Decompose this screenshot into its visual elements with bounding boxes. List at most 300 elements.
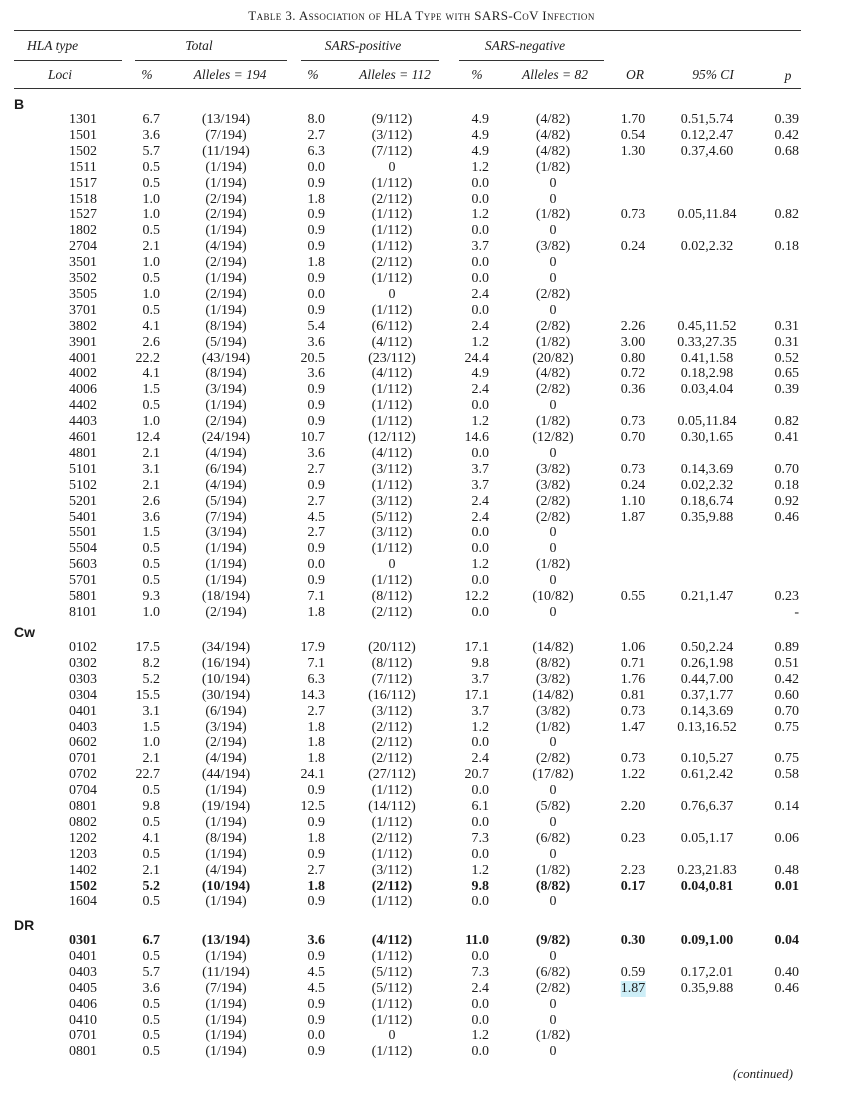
cell-n-neg: (1/82)	[535, 719, 571, 735]
cell-n-neg: (14/82)	[532, 687, 574, 703]
table-row	[0, 176, 843, 192]
table-row	[0, 933, 843, 949]
cell-n-total: (1/194)	[205, 557, 247, 573]
cell-pct-neg: 24.4	[464, 350, 489, 366]
cell-pct-neg: 4.9	[471, 112, 489, 127]
header-alleles-total: Alleles = 194	[193, 67, 267, 82]
cell-ci: 0.37,4.60	[680, 143, 734, 159]
cell-pct-pos: 2.7	[307, 862, 325, 878]
cell-n-pos: (1/112)	[371, 239, 413, 255]
table-row	[0, 239, 843, 255]
cell-n-neg: 0	[549, 445, 557, 461]
header-alleles-neg: Alleles = 82	[521, 67, 589, 82]
cell-pct-total: 6.7	[142, 112, 160, 127]
cell-allele: 0801	[69, 1044, 97, 1060]
cell-pct-total: 0.5	[142, 996, 160, 1012]
table-caption: Table 3. Association of HLA Type with SARS-CoV Infection	[248, 8, 595, 23]
cell-pct-total: 2.1	[142, 477, 160, 493]
cell-n-neg: 0	[549, 1012, 557, 1028]
cell-n-total: (6/194)	[205, 703, 247, 719]
cell-n-total: (13/194)	[201, 933, 251, 948]
cell-n-total: (6/194)	[205, 461, 247, 477]
cell-allele: 0802	[69, 814, 97, 830]
table-row	[0, 656, 843, 672]
cell-or: 2.26	[620, 318, 646, 334]
cell-n-total: (1/194)	[205, 1012, 247, 1028]
cell-n-total: (8/194)	[205, 318, 247, 334]
table-row	[0, 605, 843, 621]
cell-n-pos: (1/112)	[371, 175, 413, 191]
cell-ci: 0.02,2.32	[680, 239, 734, 255]
cell-n-pos: (1/112)	[371, 846, 413, 862]
header-ci: 95% CI	[692, 67, 734, 82]
cell-allele: 0401	[69, 703, 97, 719]
cell-allele: 1502	[69, 143, 97, 159]
cell-p: 0.46	[774, 509, 799, 525]
cell-n-pos: (1/112)	[371, 541, 413, 557]
cell-or: 0.73	[620, 461, 646, 477]
table-row	[0, 640, 843, 656]
cell-n-neg: (4/82)	[535, 112, 571, 127]
table-row	[0, 879, 843, 895]
cell-ci: 0.61,2.42	[680, 767, 734, 783]
table-row	[0, 112, 843, 128]
cell-allele: 1203	[69, 846, 97, 862]
cell-n-neg: (9/82)	[535, 933, 571, 948]
cell-pct-total: 1.5	[142, 525, 160, 541]
table-row	[0, 1044, 843, 1060]
cell-n-total: (2/194)	[205, 207, 247, 223]
cell-pct-neg: 1.2	[471, 719, 489, 735]
cell-allele: 5102	[69, 477, 97, 493]
cell-allele: 5401	[69, 509, 97, 525]
cell-n-neg: 0	[549, 604, 557, 620]
cell-n-neg: (3/82)	[535, 239, 571, 255]
cell-p: -	[794, 604, 799, 620]
cell-pct-total: 2.1	[142, 751, 160, 767]
cell-n-pos: (9/112)	[371, 112, 413, 127]
cell-or: 1.30	[620, 143, 646, 159]
cell-n-neg: 0	[549, 175, 557, 191]
cell-n-neg: (8/82)	[535, 878, 571, 894]
cell-pct-neg: 12.2	[464, 589, 489, 604]
cell-pct-pos: 0.9	[307, 302, 325, 318]
cell-pct-pos: 1.8	[307, 878, 325, 894]
cell-allele: 0406	[69, 996, 97, 1012]
cell-n-total: (4/194)	[205, 477, 247, 493]
cell-pct-total: 1.0	[142, 286, 160, 302]
cell-pct-total: 1.0	[142, 414, 160, 430]
cell-or: 1.87	[620, 509, 646, 525]
cell-pct-pos: 2.7	[307, 461, 325, 477]
cell-pct-neg: 0.0	[471, 302, 489, 318]
cell-allele: 5801	[69, 589, 97, 604]
cell-p: 0.75	[774, 751, 799, 767]
cell-or: 1.70	[620, 112, 646, 127]
cell-n-pos: 0	[388, 557, 396, 573]
table-row	[0, 688, 843, 704]
cell-pct-pos: 20.5	[300, 350, 325, 366]
cell-pct-pos: 12.5	[300, 799, 325, 814]
cell-pct-neg: 1.2	[471, 557, 489, 573]
cell-allele: 4601	[69, 430, 97, 445]
cell-n-pos: (1/112)	[371, 894, 413, 910]
cell-n-pos: (2/112)	[371, 878, 413, 894]
cell-pct-pos: 0.9	[307, 814, 325, 830]
cell-pct-neg: 3.7	[471, 461, 489, 477]
cell-pct-pos: 0.9	[307, 207, 325, 223]
cell-pct-total: 1.5	[142, 719, 160, 735]
table-row	[0, 430, 843, 446]
cell-allele: 0102	[69, 640, 97, 655]
cell-pct-neg: 0.0	[471, 814, 489, 830]
cell-pct-pos: 3.6	[307, 445, 325, 461]
cell-ci: 0.23,21.83	[677, 862, 737, 878]
cell-pct-total: 1.0	[142, 735, 160, 751]
cell-or: 2.20	[620, 799, 646, 814]
cell-p: 0.70	[774, 703, 799, 719]
cell-pct-pos: 6.3	[307, 143, 325, 159]
cell-or: 0.55	[620, 589, 646, 604]
header-alleles-pos: Alleles = 112	[359, 67, 431, 82]
cell-n-neg: (4/82)	[535, 127, 571, 143]
table-row	[0, 589, 843, 605]
cell-pct-pos: 5.4	[307, 318, 325, 334]
table-row	[0, 799, 843, 815]
table-row	[0, 351, 843, 367]
cell-pct-pos: 3.6	[307, 366, 325, 382]
header-pct-neg: %	[471, 67, 483, 82]
cell-n-pos: (4/112)	[371, 334, 413, 350]
cell-n-total: (4/194)	[205, 751, 247, 767]
cell-allele: 0801	[69, 799, 97, 814]
table-row	[0, 997, 843, 1013]
cell-n-total: (1/194)	[205, 223, 247, 239]
cell-n-pos: (20/112)	[368, 640, 416, 655]
cell-n-neg: (3/82)	[535, 671, 571, 687]
table-row	[0, 271, 843, 287]
table-row	[0, 478, 843, 494]
cell-p: 0.75	[774, 719, 799, 735]
cell-n-total: (24/194)	[201, 430, 251, 445]
cell-p: 0.40	[774, 964, 799, 980]
table-row	[0, 672, 843, 688]
table-row	[0, 815, 843, 831]
cell-n-total: (34/194)	[201, 640, 251, 655]
cell-pct-pos: 0.9	[307, 414, 325, 430]
cell-n-pos: (12/112)	[368, 430, 416, 445]
cell-ci: 0.45,11.52	[677, 318, 737, 334]
cell-ci: 0.37,1.77	[680, 687, 734, 703]
cell-allele: 1802	[69, 223, 97, 239]
cell-ci: 0.03,4.04	[680, 382, 734, 398]
cell-n-pos: (1/112)	[371, 1044, 413, 1060]
cell-p: 0.39	[774, 382, 799, 398]
table-row	[0, 303, 843, 319]
cell-n-pos: (2/112)	[371, 604, 413, 620]
cell-n-total: (1/194)	[205, 271, 247, 286]
cell-pct-pos: 0.0	[307, 1028, 325, 1044]
cell-p: 0.31	[774, 334, 799, 350]
section-label: Cw	[14, 624, 35, 640]
cell-pct-pos: 0.9	[307, 783, 325, 799]
cell-n-pos: (1/112)	[371, 477, 413, 493]
cell-pct-total: 3.6	[142, 980, 160, 996]
cell-p: 0.48	[774, 862, 799, 878]
cell-pct-total: 0.5	[142, 302, 160, 318]
header-sars-negative: SARS-negative	[484, 38, 566, 53]
cell-ci: 0.18,2.98	[680, 366, 734, 382]
cell-pct-total: 4.1	[142, 830, 160, 846]
cell-n-pos: (16/112)	[368, 687, 416, 703]
cell-n-total: (1/194)	[205, 302, 247, 318]
cell-pct-total: 0.5	[142, 846, 160, 862]
cell-p: 0.58	[774, 767, 799, 783]
cell-pct-neg: 20.7	[464, 767, 489, 783]
cell-ci: 0.17,2.01	[680, 964, 734, 980]
cell-p: 0.23	[774, 589, 799, 604]
cell-pct-total: 3.1	[142, 703, 160, 719]
cell-n-pos: (1/112)	[371, 1012, 413, 1028]
cell-pct-pos: 2.7	[307, 525, 325, 541]
cell-pct-pos: 0.9	[307, 573, 325, 589]
cell-ci: 0.05,11.84	[677, 414, 737, 430]
cell-pct-neg: 0.0	[471, 735, 489, 751]
cell-allele: 5504	[69, 541, 97, 557]
cell-pct-pos: 1.8	[307, 255, 325, 271]
table-row	[0, 192, 843, 208]
cell-or: 1.22	[620, 767, 646, 783]
cell-pct-neg: 3.7	[471, 703, 489, 719]
cell-n-neg: (3/82)	[535, 703, 571, 719]
cell-allele: 3901	[69, 334, 97, 350]
cell-ci: 0.76,6.37	[680, 799, 734, 814]
cell-p: 0.41	[774, 430, 799, 445]
cell-pct-neg: 0.0	[471, 846, 489, 862]
cell-ci: 0.02,2.32	[680, 477, 734, 493]
cell-pct-neg: 0.0	[471, 445, 489, 461]
cell-ci: 0.30,1.65	[680, 430, 734, 445]
cell-pct-pos: 0.9	[307, 1012, 325, 1028]
cell-allele: 5101	[69, 461, 97, 477]
cell-n-total: (2/194)	[205, 735, 247, 751]
cell-pct-total: 9.3	[142, 589, 160, 604]
cell-n-pos: (14/112)	[368, 799, 416, 814]
cell-n-pos: (1/112)	[371, 207, 413, 223]
cell-allele: 5501	[69, 525, 97, 541]
cell-n-total: (3/194)	[205, 525, 247, 541]
cell-p: 0.39	[774, 112, 799, 127]
cell-ci: 0.04,0.81	[680, 878, 734, 894]
cell-or: 0.72	[620, 366, 646, 382]
cell-pct-total: 6.7	[142, 933, 160, 948]
cell-n-pos: (2/112)	[371, 735, 413, 751]
table-row	[0, 735, 843, 751]
cell-n-total: (44/194)	[201, 767, 251, 783]
table-row	[0, 783, 843, 799]
cell-pct-neg: 3.7	[471, 477, 489, 493]
table-row	[0, 573, 843, 589]
cell-n-total: (13/194)	[201, 112, 251, 127]
cell-allele: 0701	[69, 1028, 97, 1044]
header-loci: Loci	[47, 67, 73, 82]
cell-n-neg: (4/82)	[535, 143, 571, 159]
cell-pct-neg: 1.2	[471, 414, 489, 430]
table-row	[0, 1028, 843, 1044]
cell-pct-total: 0.5	[142, 894, 160, 910]
cell-n-neg: 0	[549, 271, 557, 286]
cell-pct-total: 0.5	[142, 271, 160, 286]
cell-pct-neg: 0.0	[471, 604, 489, 620]
cell-n-neg: (20/82)	[532, 350, 574, 366]
cell-pct-total: 1.0	[142, 207, 160, 223]
cell-p: 0.14	[774, 799, 799, 814]
cell-pct-neg: 0.0	[471, 271, 489, 286]
cell-pct-neg: 9.8	[471, 878, 489, 894]
cell-pct-neg: 0.0	[471, 223, 489, 239]
cell-n-pos: (23/112)	[368, 350, 416, 366]
cell-allele: 0401	[69, 948, 97, 964]
cell-pct-pos: 24.1	[300, 767, 325, 783]
cell-n-pos: (3/112)	[371, 703, 413, 719]
cell-p: 0.82	[774, 207, 799, 223]
cell-n-neg: (6/82)	[535, 830, 571, 846]
cell-allele: 4002	[69, 366, 97, 382]
cell-allele: 1518	[69, 191, 97, 207]
section-label: DR	[14, 917, 35, 933]
table-row	[0, 287, 843, 303]
cell-p: 0.70	[774, 461, 799, 477]
cell-n-pos: (1/112)	[371, 302, 413, 318]
cell-n-pos: 0	[388, 1028, 396, 1044]
cell-pct-total: 0.5	[142, 223, 160, 239]
cell-pct-pos: 0.9	[307, 846, 325, 862]
cell-allele: 1502	[69, 878, 97, 894]
cell-allele: 3502	[69, 271, 97, 286]
group-rule-hla	[14, 60, 122, 61]
cell-pct-total: 5.2	[142, 671, 160, 687]
cell-or: 0.36	[620, 382, 646, 398]
cell-allele: 4001	[69, 350, 97, 366]
cell-p: 0.04	[774, 933, 799, 948]
cell-p: 0.60	[774, 687, 799, 703]
cell-n-pos: (8/112)	[371, 655, 413, 671]
table-row	[0, 525, 843, 541]
cell-ci: 0.21,1.47	[680, 589, 734, 604]
table-row	[0, 128, 843, 144]
cell-pct-neg: 11.0	[465, 933, 489, 948]
cell-allele: 4006	[69, 382, 97, 398]
cell-n-pos: (5/112)	[371, 980, 413, 996]
cell-pct-pos: 3.6	[307, 334, 325, 350]
cell-allele: 1501	[69, 127, 97, 143]
cell-pct-pos: 3.6	[307, 933, 325, 948]
cell-pct-neg: 0.0	[471, 525, 489, 541]
table-row	[0, 557, 843, 573]
cell-pct-neg: 17.1	[464, 687, 489, 703]
cell-n-neg: (2/82)	[535, 382, 571, 398]
cell-p: 0.51	[774, 655, 799, 671]
cell-allele: 1511	[69, 159, 97, 175]
cell-p: 0.65	[774, 366, 799, 382]
cell-n-total: (11/194)	[202, 143, 250, 159]
cell-allele: 8101	[69, 604, 97, 620]
cell-or: 0.54	[620, 127, 646, 143]
cell-pct-pos: 0.0	[307, 286, 325, 302]
cell-pct-neg: 1.2	[471, 334, 489, 350]
section-label: B	[14, 96, 25, 112]
cell-pct-pos: 0.0	[307, 159, 325, 175]
cell-ci: 0.14,3.69	[680, 703, 734, 719]
cell-pct-total: 1.0	[142, 255, 160, 271]
cell-pct-total: 2.1	[142, 862, 160, 878]
cell-n-neg: 0	[549, 191, 557, 207]
cell-pct-pos: 2.7	[307, 703, 325, 719]
cell-n-total: (5/194)	[205, 334, 247, 350]
cell-pct-neg: 3.7	[471, 671, 489, 687]
cell-n-pos: (27/112)	[368, 767, 416, 783]
cell-or: 1.87	[620, 980, 646, 996]
cell-n-total: (1/194)	[205, 846, 247, 862]
cell-pct-neg: 0.0	[471, 191, 489, 207]
cell-n-pos: (2/112)	[371, 719, 413, 735]
cell-pct-neg: 6.1	[471, 799, 489, 814]
cell-allele: 4801	[69, 445, 97, 461]
cell-pct-neg: 17.1	[464, 640, 489, 655]
cell-ci: 0.10,5.27	[680, 751, 734, 767]
cell-n-neg: (14/82)	[532, 640, 574, 655]
cell-pct-pos: 2.7	[307, 127, 325, 143]
cell-n-neg: 0	[549, 894, 557, 910]
cell-n-neg: (2/82)	[535, 980, 571, 996]
cell-allele: 0304	[69, 687, 97, 703]
cell-or: 1.76	[620, 671, 646, 687]
cell-allele: 1402	[69, 862, 97, 878]
cell-n-neg: 0	[549, 525, 557, 541]
cell-allele: 2704	[69, 239, 97, 255]
cell-pct-neg: 1.2	[471, 862, 489, 878]
cell-p: 0.89	[774, 640, 799, 655]
cell-n-pos: (1/112)	[371, 271, 413, 286]
cell-n-pos: (1/112)	[371, 223, 413, 239]
cell-pct-total: 3.6	[142, 127, 160, 143]
table-row	[0, 223, 843, 239]
cell-ci: 0.12,2.47	[680, 127, 734, 143]
cell-n-total: (2/194)	[205, 414, 247, 430]
cell-n-total: (3/194)	[205, 719, 247, 735]
cell-pct-neg: 3.7	[471, 239, 489, 255]
cell-pct-neg: 2.4	[471, 493, 489, 509]
cell-p: 0.42	[774, 127, 799, 143]
cell-pct-neg: 0.0	[471, 398, 489, 414]
cell-allele: 3505	[69, 286, 97, 302]
cell-n-neg: (1/82)	[535, 1028, 571, 1044]
cell-ci: 0.51,5.74	[680, 112, 734, 127]
cell-p: 0.92	[774, 493, 799, 509]
cell-n-pos: 0	[388, 286, 396, 302]
cell-allele: 4403	[69, 414, 97, 430]
cell-pct-neg: 2.4	[471, 286, 489, 302]
cell-pct-pos: 1.8	[307, 719, 325, 735]
cell-or: 0.73	[620, 703, 646, 719]
cell-ci: 0.50,2.24	[680, 640, 734, 655]
cell-n-total: (2/194)	[205, 604, 247, 620]
cell-ci: 0.41,1.58	[680, 350, 734, 366]
cell-pct-pos: 4.5	[307, 509, 325, 525]
cell-pct-pos: 0.9	[307, 541, 325, 557]
cell-n-neg: 0	[549, 783, 557, 799]
cell-pct-neg: 4.9	[471, 127, 489, 143]
